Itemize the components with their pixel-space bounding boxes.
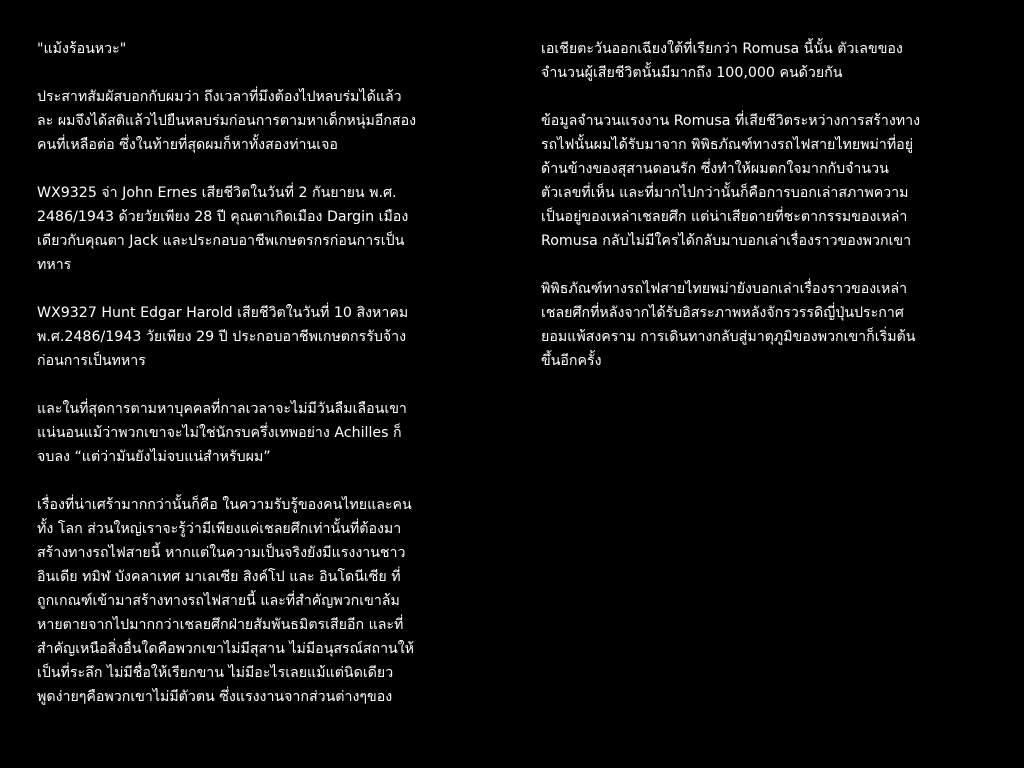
paragraph <box>541 37 996 85</box>
right-text-column <box>541 37 996 397</box>
paragraph <box>37 85 495 157</box>
text-line: WX9325 จ่า John Ernes เสียชีวิตในวันที่ 2 กันยายน พ.ศ. <box>37 185 397 201</box>
text-line: ก่อนการเป็นทหาร <box>37 353 146 369</box>
left-text-column <box>37 37 495 733</box>
text-line: ด้านข้างของสุสานดอนรัก ซึ่งทำให้ผมตกใจมากกับจำนวน <box>541 161 889 177</box>
paragraph <box>37 301 495 373</box>
text-line: ทหาร <box>37 257 72 273</box>
text-line: เป็นอยู่ของเหล่าเชลยศึก แต่น่าเสียดายที่ชะตากรรมของเหล่า <box>541 209 908 225</box>
text-line: อินเดีย ทมิฬ บังคลาเทศ มาเลเซีย สิงค์โป และ อินโดนีเซีย ที่ <box>37 569 401 585</box>
text-line: พิพิธภัณฑ์ทางรถไฟสายไทยพม่ายังบอกเล่าเรื่องราวของเหล่า <box>541 281 908 297</box>
paragraph <box>37 493 495 709</box>
paragraph <box>37 37 495 61</box>
text-line: "แม้งร้อนหวะ" <box>37 41 127 57</box>
text-line: ตัวเลขที่เห็น และที่มากไปกว่านั้นก็คือการบอกเล่าสภาพความ <box>541 185 909 201</box>
text-line: เอเชียตะวันออกเฉียงใต้ที่เรียกว่า Romusa นี้นั้น ตัวเลขของ <box>541 41 903 57</box>
text-line: สร้างทางรถไฟสายนี้ หากแต่ในความเป็นจริงยังมีแรงงานชาว <box>37 545 406 561</box>
text-line: เป็นที่ระลึก ไม่มีชื่อให้เรียกขาน ไม่มีอะไรเลยแม้แต่นิดเดียว <box>37 665 394 681</box>
text-line: หายตายจากไปมากกว่าเชลยศึกฝ่ายสัมพันธมิตรเสียอีก และที่ <box>37 617 404 633</box>
text-line: เดียวกับคุณตา Jack และประกอบอาชีพเกษตรกรก่อนการเป็น <box>37 233 405 249</box>
text-line: ยอมแพ้สงคราม การเดินทางกลับสู่มาตุภูมิของพวกเขาก็เริ่มต้น <box>541 329 916 345</box>
text-line: เรื่องที่น่าเศร้ามากกว่านั้นก็คือ ในความรับรู้ของคนไทยและคน <box>37 497 412 513</box>
paragraph <box>541 277 996 373</box>
text-line: ถูกเกณฑ์เข้ามาสร้างทางรถไฟสายนี้ และที่สำคัญพวกเขาล้ม <box>37 593 400 609</box>
text-line: ละ ผมจึงได้สติแล้วไปยืนหลบร่มก่อนการตามหาเด็กหนุ่มอีกสอง <box>37 113 417 129</box>
text-line: สำคัญเหนือสิ่งอื่นใดคือพวกเขาไม่มีสุสาน ไม่มีอนุสรณ์สถานให้ <box>37 641 415 657</box>
text-line: แน่นอนแม้ว่าพวกเขาจะไม่ใช่นักรบครึ่งเทพอย่าง Achilles ก็ <box>37 425 402 441</box>
text-line: 2486/1943 ด้วยวัยเพียง 28 ปี คุณตาเกิดเมือง Dargin เมือง <box>37 209 409 225</box>
paragraph <box>541 109 996 253</box>
text-line: WX9327 Hunt Edgar Harold เสียชีวิตในวันที่ 10 สิงหาคม <box>37 305 409 321</box>
text-line: คนที่เหลือต่อ ซึ่งในท้ายที่สุดผมก็หาทั้งสองท่านเจอ <box>37 137 338 153</box>
text-line: รถไฟนั้นผมได้รับมาจาก พิพิธภัณฑ์ทางรถไฟสายไทยพม่าที่อยู่ <box>541 137 914 153</box>
text-line: Romusa กลับไม่มีใครได้กลับมาบอกเล่าเรื่องราวของพวกเขา <box>541 233 912 249</box>
text-line: เชลยศึกที่หลังจากได้รับอิสระภาพหลังจักรวรรดิญี่ปุ่นประกาศ <box>541 305 904 321</box>
text-line: พูดง่ายๆคือพวกเขาไม่มีตัวตน ซึ่งแรงงานจากส่วนต่างๆของ <box>37 689 393 705</box>
text-line: จำนวนผู้เสียชีวิตนั้นมีมากถึง 100,000 คนด้วยกัน <box>541 65 843 81</box>
text-line: ประสาทสัมผัสบอกกับผมว่า ถึงเวลาที่มึงต้องไปหลบร่มได้แล้ว <box>37 89 402 105</box>
text-line: ทั้ง โลก ส่วนใหญ่เราจะรู้ว่ามีเพียงแค่เชลยศึกเท่านั้นที่ต้องมา <box>37 521 402 537</box>
text-line: พ.ศ.2486/1943 วัยเพียง 29 ปี ประกอบอาชีพเกษตกรรับจ้าง <box>37 329 407 345</box>
text-line: ขึ้นอีกครั้ง <box>541 353 602 369</box>
paragraph <box>37 397 495 469</box>
text-line: และในที่สุดการตามหาบุคคลที่กาลเวลาจะไม่มีวันลืมเลือนเขา <box>37 401 407 417</box>
text-line: ข้อมูลจำนวนแรงงาน Romusa ที่เสียชีวิตระหว่างการสร้างทาง <box>541 113 921 129</box>
text-line: จบลง “แต่ว่ามันยังไม่จบแน่สำหรับผม” <box>37 449 271 465</box>
paragraph <box>37 181 495 277</box>
